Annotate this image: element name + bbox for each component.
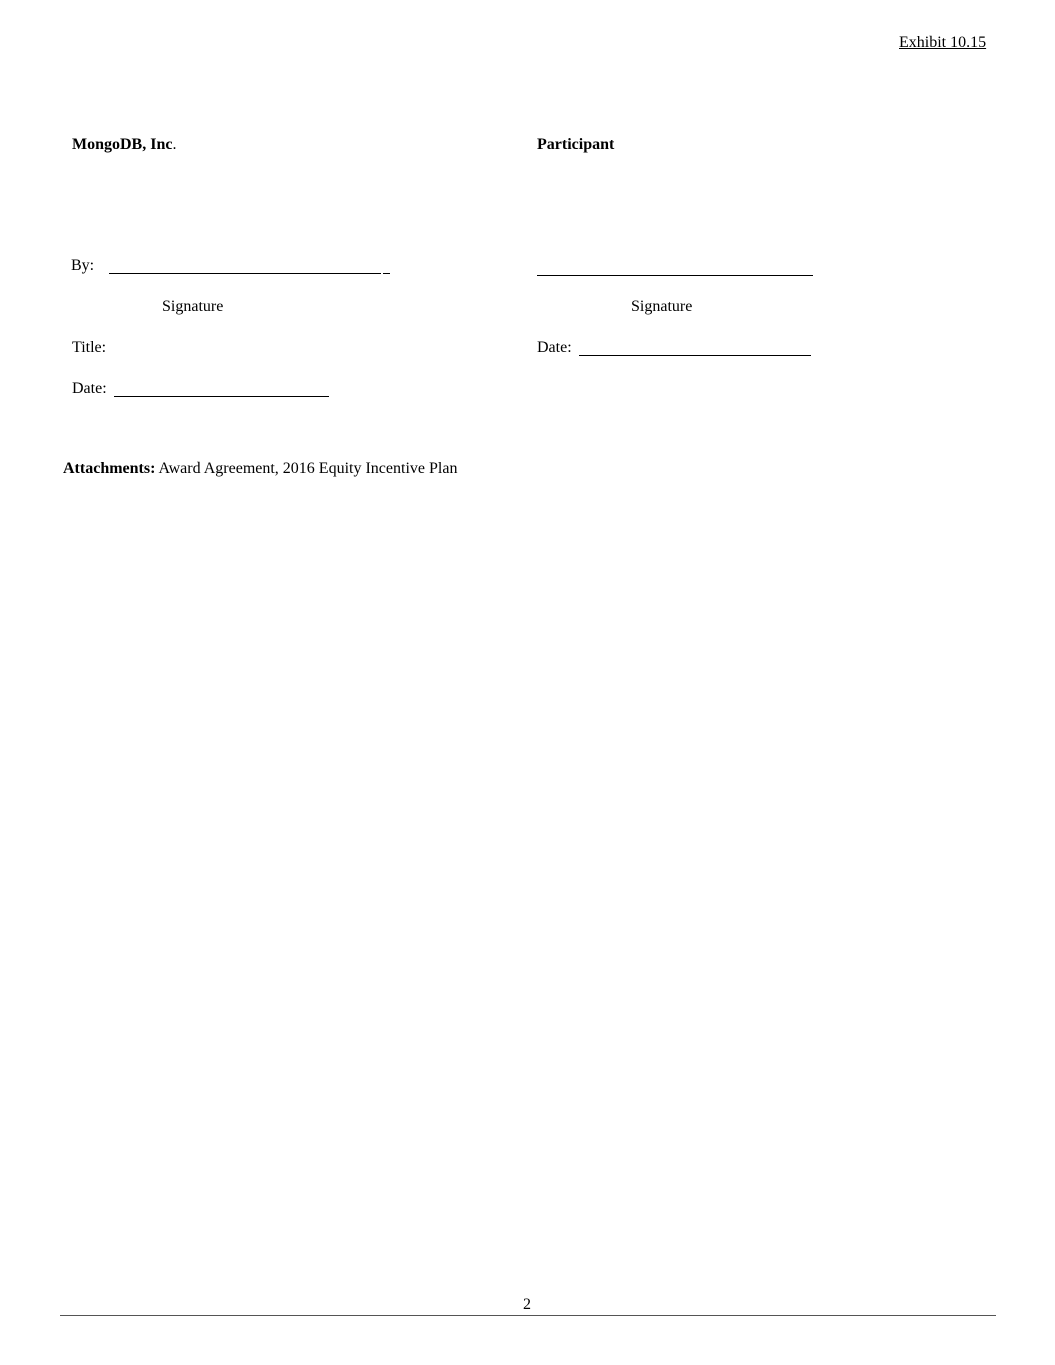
exhibit-label: Exhibit 10.15 bbox=[899, 34, 987, 51]
company-name-bold: MongoDB, Inc bbox=[72, 136, 173, 153]
company-date-label: Date: bbox=[72, 380, 107, 397]
company-date-line[interactable] bbox=[114, 396, 329, 397]
participant-heading: Participant bbox=[537, 136, 615, 153]
footer-rule bbox=[60, 1315, 996, 1316]
participant-date-line[interactable] bbox=[579, 355, 811, 356]
attachments-text: Award Agreement, 2016 Equity Incentive Plan bbox=[155, 460, 458, 477]
participant-signature-line[interactable] bbox=[537, 275, 813, 276]
company-name bbox=[72, 137, 176, 153]
attachments-label: Attachments: bbox=[63, 460, 156, 477]
participant-signature-caption: Signature bbox=[631, 298, 693, 315]
page-number: 2 bbox=[523, 1296, 531, 1313]
company-name-suffix: . bbox=[172, 136, 177, 153]
by-label: By: bbox=[71, 257, 95, 274]
company-signature-caption: Signature bbox=[162, 298, 224, 315]
company-signature-line-tail bbox=[383, 273, 390, 274]
participant-date-label: Date: bbox=[537, 339, 572, 356]
company-signature-line[interactable] bbox=[109, 273, 381, 274]
attachments-line bbox=[63, 461, 457, 477]
company-title-label: Title: bbox=[72, 339, 107, 356]
